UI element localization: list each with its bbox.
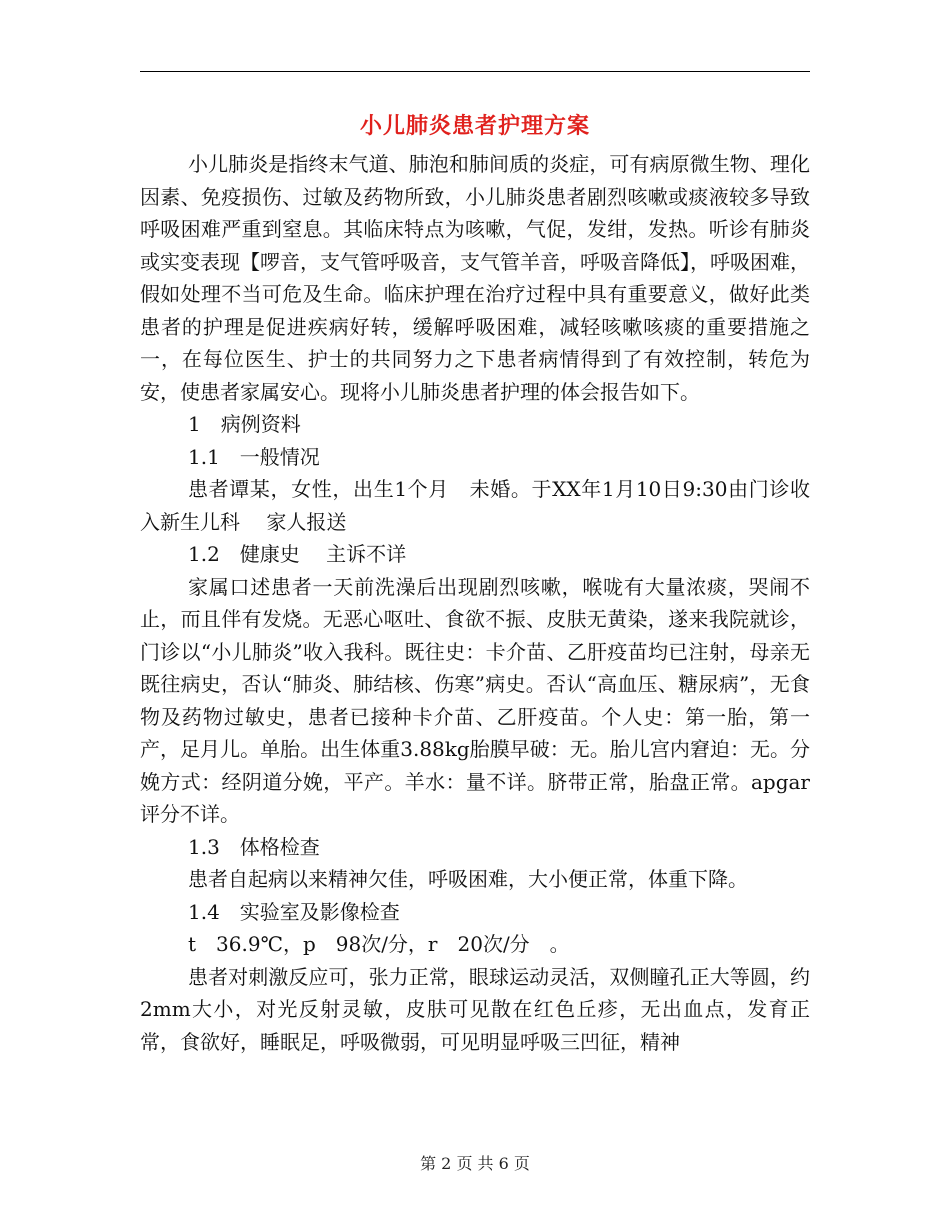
subsection-heading-history: 1.2 健康史 主诉不详: [188, 542, 407, 566]
vital-signs-paragraph: t 36.9℃，p 98次/分，r 20次/分 。: [188, 932, 570, 956]
general-info-paragraph: 患者谭某，女性，出生1个月 未婚。于XX年1月10日9:30由门诊收入新生儿科 家人报送: [140, 477, 810, 534]
exam-findings-paragraph: 患者对刺激反应可，张力正常，眼球运动灵活，双侧瞳孔正大等圆，约2mm大小，对光反射灵敏，皮肤可见散在红色丘疹，无出血点，发育正常，食欲好，睡眠足，呼吸微弱，可见明显呼吸三凹征，精神: [140, 964, 810, 1054]
section-heading-case-data: 1 病例资料: [188, 412, 301, 436]
history-paragraph: 家属口述患者一天前洗澡后出现剧烈咳嗽，喉咙有大量浓痰，哭闹不止，而且伴有发烧。无恶心呕吐、食欲不振、皮肤无黄染，遂来我院就诊，门诊以“小儿肺炎”收入我科。既往史：卡介苗、乙肝疫苗均已注射，母亲无既往病史，否认“肺炎、肺结核、伤寒”病史。否认“高血压、糖尿病”，无食物及药物过敏史，患者已接种卡介苗、乙肝疫苗。个人史：第一胎，第一产，足月儿。单胎。出生体重3.88kg胎膜早破：无。胎儿宫内窘迫：无。分娩方式：经阴道分娩，平产。羊水：量不详。脐带正常，胎盘正常。apgar评分不详。: [140, 574, 810, 826]
subsection-heading-lab-imaging: 1.4 实验室及影像检查: [188, 899, 400, 924]
page-number-footer: 第 2 页 共 6 页: [420, 1154, 530, 1173]
subsection-heading-physical-exam: 1.3 体格检查: [188, 834, 320, 859]
intro-paragraph: 小儿肺炎是指终末气道、肺泡和肺间质的炎症，可有病原微生物、理化因素、免疫损伤、过敏及药物所致，小儿肺炎患者剧烈咳嗽或痰液较多导致呼吸困难严重到窒息。其临床特点为咳嗽，气促，发绀，发热。听诊有肺炎或实变表现【啰音，支气管呼吸音，支气管羊音，呼吸音降低】，呼吸困难，假如处理不当可危及生命。临床护理在治疗过程中具有重要意义，做好此类患者的护理是促进疾病好转，缓解呼吸困难，减轻咳嗽咳痰的重要措施之一，在每位医生、护士的共同努力之下患者病情得到了有效控制，转危为安，使患者家属安心。现将小儿肺炎患者护理的体会报告如下。: [140, 152, 810, 404]
document-title: 小儿肺炎患者护理方案: [359, 113, 590, 139]
header-rule: [140, 71, 810, 72]
document-body: [140, 148, 810, 1058]
subsection-heading-general: 1.1 一般情况: [188, 444, 320, 469]
physical-exam-paragraph: 患者自起病以来精神欠佳，呼吸困难，大小便正常，体重下降。: [188, 867, 748, 891]
